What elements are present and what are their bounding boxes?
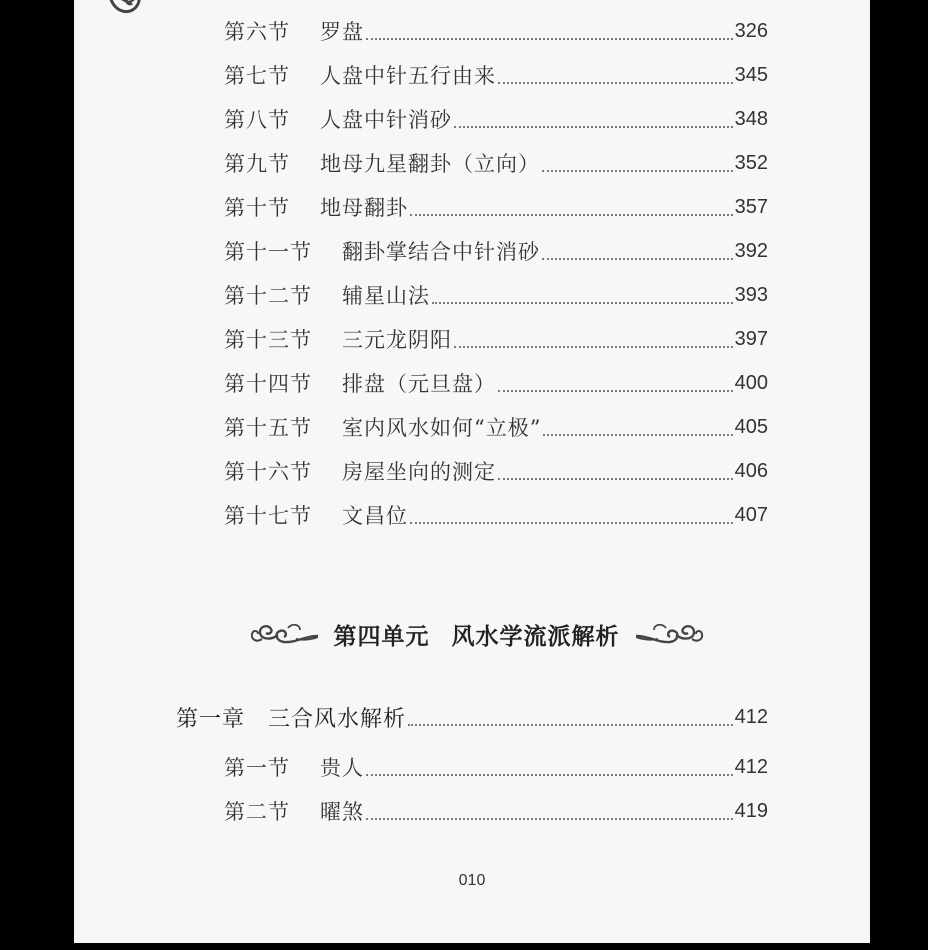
unit-name: 风水学流派解析: [451, 623, 620, 650]
page-number: 345: [734, 63, 768, 86]
section-number: 第六节: [224, 20, 290, 44]
section-title: 辅星山法: [342, 284, 430, 308]
toc-entry[interactable]: [224, 60, 768, 90]
unit-title: [334, 618, 620, 651]
section-title: 地母九星翻卦（立向）: [320, 152, 540, 176]
section-title: 人盘中针消砂: [320, 108, 452, 132]
toc-entry[interactable]: [224, 280, 768, 310]
toc-entry[interactable]: [224, 752, 768, 782]
section-title: 三元龙阴阳: [342, 328, 452, 352]
section-title: 室内风水如何“立极”: [342, 416, 542, 440]
section-title: 曜煞: [320, 800, 364, 824]
page-number: 406: [734, 459, 768, 482]
dot-leader: [498, 82, 733, 84]
toc-entry[interactable]: [224, 148, 768, 178]
section-title: 排盘（元旦盘）: [342, 372, 496, 396]
section-title: 贵人: [320, 756, 364, 780]
dot-leader: [498, 478, 733, 480]
page-number: 400: [734, 371, 768, 394]
section-number: 第十六节: [224, 460, 312, 484]
dot-leader: [410, 214, 733, 216]
section-number: 第十节: [224, 196, 290, 220]
page-number: 393: [734, 283, 768, 306]
section-title: 翻卦掌结合中针消砂: [342, 240, 540, 264]
section-number: 第九节: [224, 152, 290, 176]
section-number: 第十三节: [224, 328, 312, 352]
toc-entry[interactable]: [224, 368, 768, 398]
toc-entry[interactable]: [224, 796, 768, 826]
dot-leader: [454, 346, 733, 348]
dot-leader: [454, 126, 733, 128]
page-number: 407: [734, 503, 768, 526]
toc-entry[interactable]: [224, 412, 768, 442]
toc-entry[interactable]: [224, 236, 768, 266]
dot-leader: [542, 170, 733, 172]
toc-chapter-entry[interactable]: [176, 702, 768, 732]
page-footer-number: 010: [458, 872, 486, 889]
section-number: 第八节: [224, 108, 290, 132]
page-number: 412: [734, 705, 768, 728]
chapter-title: 三合风水解析: [268, 706, 407, 732]
page-number: 357: [734, 195, 768, 218]
toc-entry[interactable]: [224, 500, 768, 530]
section-number: 第一节: [224, 756, 290, 780]
cloud-scroll-ornament-icon: [634, 619, 706, 649]
section-title: 地母翻卦: [320, 196, 408, 220]
section-number: 第十五节: [224, 416, 312, 440]
dot-leader: [366, 818, 733, 820]
page-number: 326: [734, 19, 768, 42]
section-title: 罗盘: [320, 20, 364, 44]
section-title: 人盘中针五行由来: [320, 64, 496, 88]
dot-leader: [498, 390, 733, 392]
page-number: 392: [734, 239, 768, 262]
section-number: 第七节: [224, 64, 290, 88]
chapter-number: 第一章: [176, 706, 246, 732]
page-number: 419: [734, 799, 768, 822]
unit-label: 第四单元: [333, 623, 430, 650]
corner-flourish-icon: [106, 0, 144, 18]
page-number: 397: [734, 327, 768, 350]
cloud-scroll-ornament-icon: [248, 619, 320, 649]
unit-heading: [234, 612, 719, 656]
section-number: 第二节: [224, 800, 290, 824]
toc-entry[interactable]: [224, 456, 768, 486]
section-number: 第十七节: [224, 504, 312, 528]
section-title: 文昌位: [342, 504, 408, 528]
toc-entry[interactable]: [224, 324, 768, 354]
page-number: 352: [734, 151, 768, 174]
dot-leader: [543, 434, 732, 436]
page-number: 405: [734, 415, 768, 438]
page-number: 348: [734, 107, 768, 130]
book-page: [74, 0, 870, 943]
dot-leader: [542, 258, 733, 260]
page-number: 412: [734, 755, 768, 778]
dot-leader: [432, 302, 733, 304]
toc-entry[interactable]: [224, 16, 768, 46]
toc-entry[interactable]: [224, 104, 768, 134]
section-number: 第十四节: [224, 372, 312, 396]
section-number: 第十二节: [224, 284, 312, 308]
dot-leader: [410, 522, 733, 524]
section-title: 房屋坐向的测定: [342, 460, 496, 484]
toc-entry[interactable]: [224, 192, 768, 222]
section-number: 第十一节: [224, 240, 312, 264]
dot-leader: [366, 774, 733, 776]
dot-leader: [366, 38, 733, 40]
dot-leader: [408, 724, 733, 726]
